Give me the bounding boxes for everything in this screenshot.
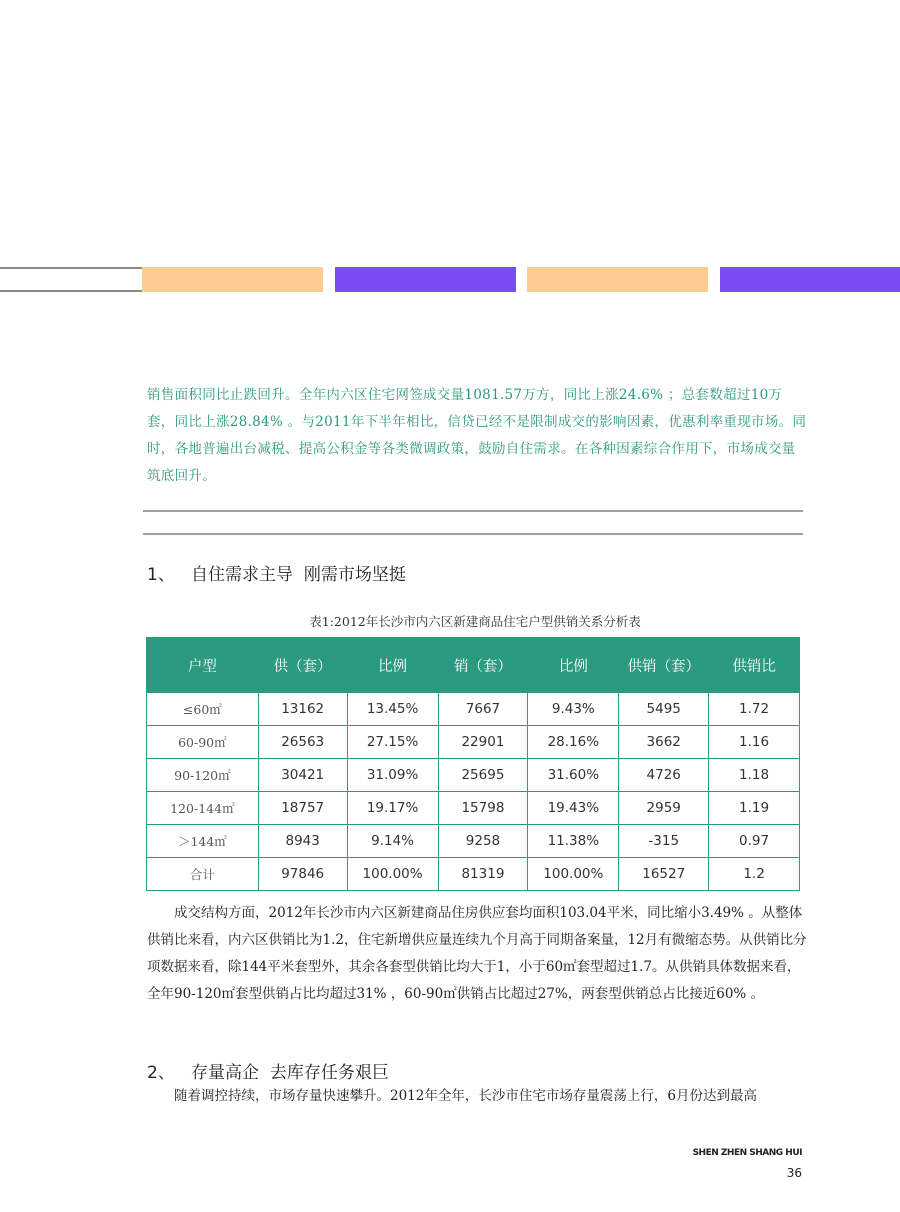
table-cell: 27.15% bbox=[347, 726, 438, 759]
header-bar-purple-2 bbox=[720, 267, 900, 292]
table-cell: 28.16% bbox=[528, 726, 619, 759]
table-cell: 13.45% bbox=[347, 693, 438, 726]
table-cell: 16527 bbox=[619, 858, 709, 891]
supply-sales-table bbox=[146, 637, 800, 891]
table-cell: ≤60㎡ bbox=[147, 693, 259, 726]
table-cell: 8943 bbox=[258, 825, 347, 858]
table-cell: -315 bbox=[619, 825, 709, 858]
table-cell: 100.00% bbox=[347, 858, 438, 891]
table-cell: 100.00% bbox=[528, 858, 619, 891]
header-bar-orange-2 bbox=[527, 267, 708, 292]
header-bar-gray bbox=[0, 267, 142, 292]
table-cell: 1.18 bbox=[709, 759, 800, 792]
page-number: 36 bbox=[786, 1166, 802, 1180]
divider-bottom bbox=[143, 533, 803, 535]
header-bar-purple-1 bbox=[335, 267, 516, 292]
section1-heading: 1、 自住需求主导 刚需市场坚挺 bbox=[147, 565, 406, 585]
table-cell: 9.43% bbox=[528, 693, 619, 726]
table-row bbox=[147, 693, 800, 726]
table-cell: 18757 bbox=[258, 792, 347, 825]
table-cell: 1.2 bbox=[709, 858, 800, 891]
header-bar-orange-1 bbox=[142, 267, 323, 292]
table-header-cell: 供销（套） bbox=[619, 638, 709, 693]
table-row bbox=[147, 726, 800, 759]
intro-paragraph: 销售面积同比止跌回升。全年内六区住宅网签成交量1081.57万方，同比上涨24.6% ；总套数超过10万套，同比上涨28.84% 。与2011年下半年相比，信贷已经不是限制成交的影响因素，优惠利率重现市场。同时，各地普遍出台减税、提高公积金等各类微调政策，鼓励自住需求。在各种因素综合作用下，市场成交量筑底回升。 bbox=[147, 387, 807, 484]
table-cell: 13162 bbox=[258, 693, 347, 726]
section2-heading: 2、 存量高企 去库存任务艰巨 bbox=[147, 1063, 389, 1083]
table-row bbox=[147, 759, 800, 792]
table-cell: 97846 bbox=[258, 858, 347, 891]
table-cell: 19.43% bbox=[528, 792, 619, 825]
table-row-total bbox=[147, 858, 800, 891]
table-cell: 5495 bbox=[619, 693, 709, 726]
table-cell: 2959 bbox=[619, 792, 709, 825]
table-cell: 30421 bbox=[258, 759, 347, 792]
table-caption: 表1:2012年长沙市内六区新建商品住宅户型供销关系分析表 bbox=[309, 614, 641, 629]
table-row bbox=[147, 825, 800, 858]
table-header-row bbox=[147, 638, 800, 693]
table-cell: 15798 bbox=[438, 792, 528, 825]
table-cell: 4726 bbox=[619, 759, 709, 792]
table-header-cell: 比例 bbox=[528, 638, 619, 693]
table-header-cell: 比例 bbox=[347, 638, 438, 693]
table-cell: 60-90㎡ bbox=[147, 726, 259, 759]
table-cell: 1.16 bbox=[709, 726, 800, 759]
table-cell: 9258 bbox=[438, 825, 528, 858]
table-cell: 120-144㎡ bbox=[147, 792, 259, 825]
analysis-paragraph: 成交结构方面，2012年长沙市内六区新建商品住房供应套均面积103.04平米，同比缩小3.49% 。从整体供销比来看，内六区供销比为1.2，住宅新增供应量连续九个月高于同期备案量，12月有微缩态势。从供销比分项数据来看，除144平米套型外，其余各套型供销比均大于1，小于60㎡套型超过1.7。从供销具体数据来看，全年90-120㎡套型供销占比均超过31% ，60-90㎡供销占比超过27%，两套型供销总占比接近60% 。 bbox=[147, 905, 807, 1002]
divider-top bbox=[143, 510, 803, 512]
table-cell: 90-120㎡ bbox=[147, 759, 259, 792]
table-cell: 26563 bbox=[258, 726, 347, 759]
table-cell: ＞144㎡ bbox=[147, 825, 259, 858]
table-header-cell: 供销比 bbox=[709, 638, 800, 693]
table-header-cell: 销（套） bbox=[438, 638, 528, 693]
table-header-cell: 供（套） bbox=[258, 638, 347, 693]
table-cell: 合计 bbox=[147, 858, 259, 891]
table-cell: 7667 bbox=[438, 693, 528, 726]
table-header-cell: 户型 bbox=[147, 638, 259, 693]
table-cell: 1.72 bbox=[709, 693, 800, 726]
table-cell: 81319 bbox=[438, 858, 528, 891]
table-cell: 19.17% bbox=[347, 792, 438, 825]
table-cell: 22901 bbox=[438, 726, 528, 759]
table-cell: 31.09% bbox=[347, 759, 438, 792]
table-cell: 9.14% bbox=[347, 825, 438, 858]
table-cell: 1.19 bbox=[709, 792, 800, 825]
footer-brand: SHEN ZHEN SHANG HUI bbox=[692, 1148, 802, 1158]
table-cell: 0.97 bbox=[709, 825, 800, 858]
section2-paragraph: 随着调控持续，市场存量快速攀升。2012年全年，长沙市住宅市场存量震荡上行，6月份达到最高 bbox=[147, 1088, 757, 1104]
table-cell: 11.38% bbox=[528, 825, 619, 858]
table-cell: 31.60% bbox=[528, 759, 619, 792]
table-cell: 25695 bbox=[438, 759, 528, 792]
table-cell: 3662 bbox=[619, 726, 709, 759]
table-row bbox=[147, 792, 800, 825]
